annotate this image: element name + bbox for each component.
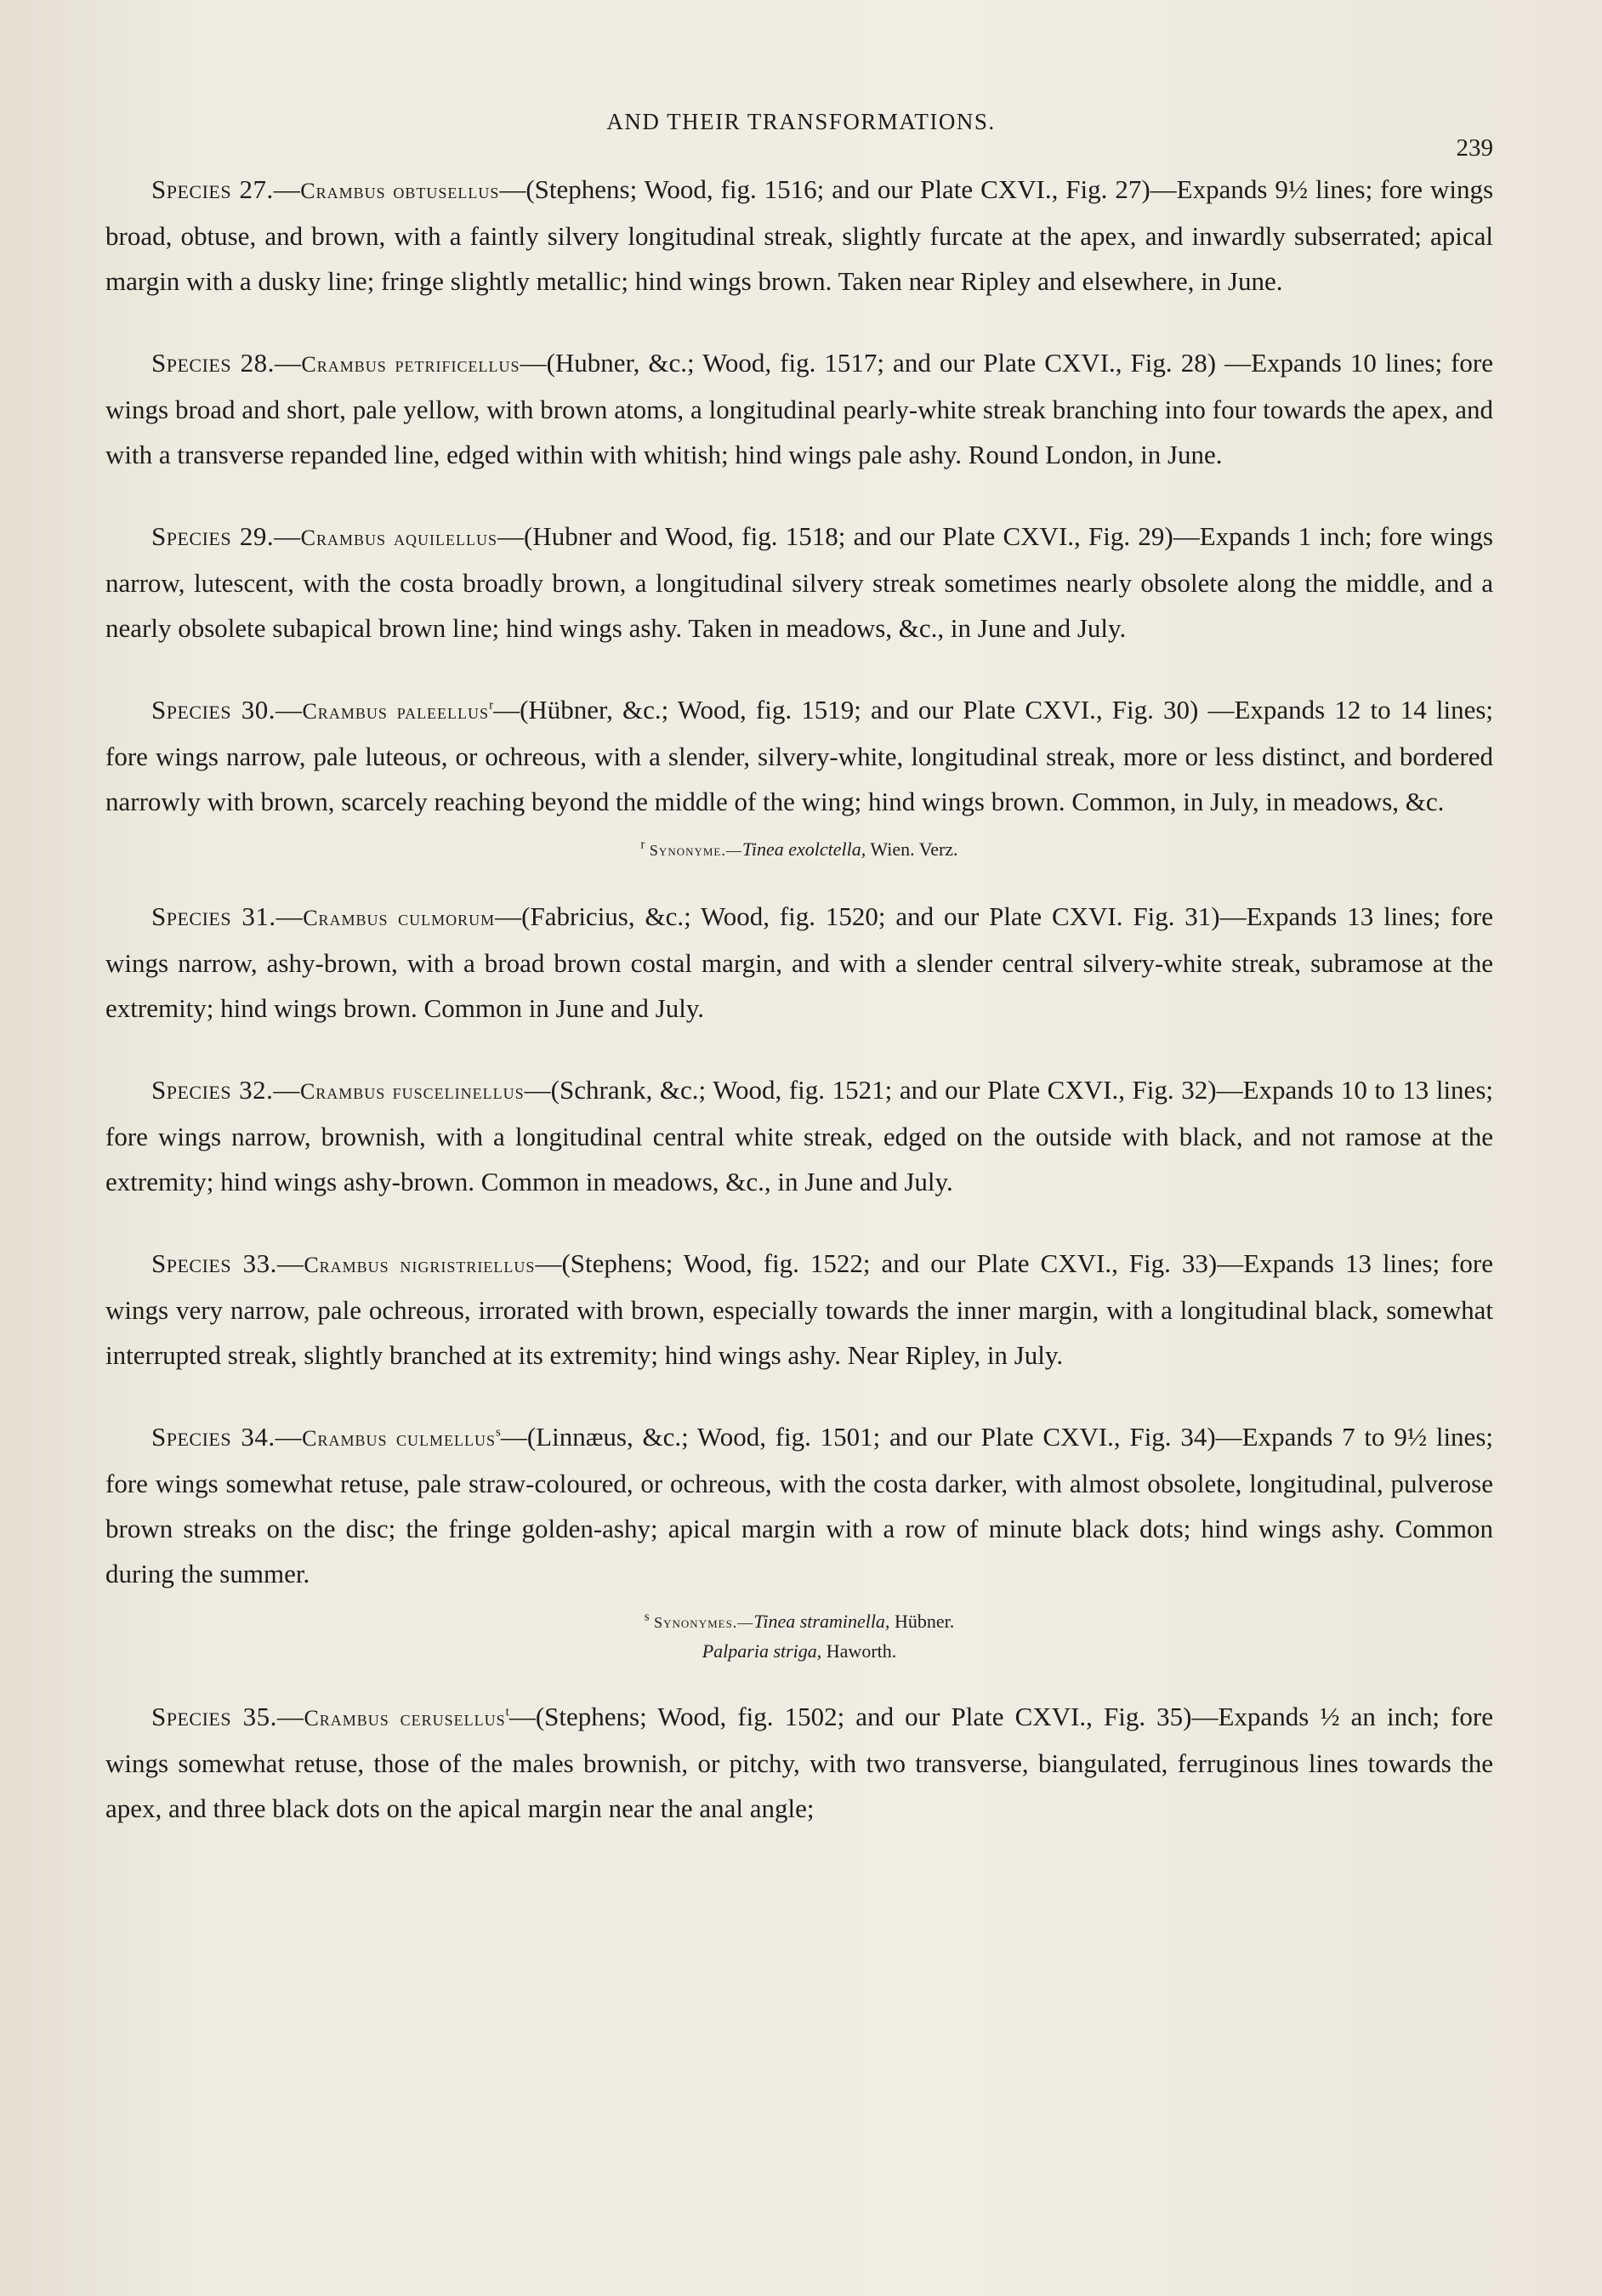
species-description: —(Hubner and Wood, fig. 1518; and our Plate CXVI., Fig. 29)—Expands 1 inch; fore wings narrow, lutescent, with the costa broadly brown, a longitudinal silvery streak sometimes nearly obsolete along the middle, and a nearly obsolete subapical brown line; hind wings ashy. Taken in meadows, &c., in June and July. bbox=[105, 521, 1493, 643]
species-description: —(Linnæus, &c.; Wood, fig. 1501; and our Plate CXVI., Fig. 34)—Expands 7 to 9½ lines; fore wings somewhat retuse, pale straw-coloured, or ochreous, with the costa darker, with almost obsolete, longitudinal, pulverose brown streaks on the disc; the fringe golden-ashy; apical margin with a row of minute black dots; hind wings ashy. Common during the summer. bbox=[105, 1422, 1493, 1588]
species-label: Species 33.— bbox=[151, 1248, 304, 1278]
species-label: Species 31.— bbox=[151, 901, 304, 931]
species-name: Crambus fuscelinellus bbox=[299, 1079, 525, 1104]
species-description: —(Stephens; Wood, fig. 1516; and our Plate CXVI., Fig. 27)—Expands 9½ lines; fore wings broad, obtuse, and brown, with a faintly silvery longitudinal streak, slightly furcate at the apex, and inwardly subserrated; apical margin with a dusky line; fringe slightly metallic; hind wings brown. Taken near Ripley and elsewhere, in June. bbox=[105, 174, 1494, 296]
footnote-label: Synonymes.— bbox=[654, 1614, 754, 1631]
species-name: Crambus nigristriellus bbox=[304, 1253, 536, 1277]
species-label: Species 28.— bbox=[151, 348, 302, 378]
footnote-mark: r bbox=[640, 838, 645, 852]
species-description: —(Hübner, &c.; Wood, fig. 1519; and our Plate CXVI., Fig. 30) —Expands 12 to 14 lines; fore wings narrow, pale luteous, or ochreous, with a slender, silvery-white, longitudinal streak, more or less distinct, and bordered narrowly with brown, scarcely reaching beyond the middle of the wing; hind wings brown. Common, in July, in meadows, &c. bbox=[105, 695, 1494, 816]
species-entry bbox=[105, 894, 1493, 1031]
species-entry bbox=[105, 1067, 1493, 1204]
footnote-author: Haworth. bbox=[821, 1640, 897, 1662]
species-label: Species 34.— bbox=[151, 1422, 303, 1452]
species-label: Species 35.— bbox=[151, 1702, 304, 1731]
footnote-synonym: Palparia striga, bbox=[702, 1640, 822, 1662]
footnote-author: Hübner. bbox=[889, 1611, 955, 1632]
species-entry bbox=[105, 1414, 1493, 1596]
page-body bbox=[105, 167, 1493, 1867]
species-description: —(Stephens; Wood, fig. 1502; and our Plate CXVI., Fig. 35)—Expands ½ an inch; fore wings somewhat retuse, those of the males brownish, or pitchy, with two transverse, biangulated, ferruginous lines towards the apex, and three black dots on the apical margin near the anal angle; bbox=[105, 1702, 1493, 1823]
footnote-ref: t bbox=[505, 1705, 509, 1719]
footnote bbox=[105, 1607, 1493, 1665]
footnote-mark: s bbox=[644, 1610, 650, 1624]
species-label: Species 30.— bbox=[151, 695, 303, 725]
species-name: Crambus paleellus bbox=[302, 699, 490, 724]
species-entry bbox=[105, 1694, 1493, 1831]
species-description: —(Fabricius, &c.; Wood, fig. 1520; and our Plate CXVI. Fig. 31)—Expands 13 lines; fore wings narrow, ashy-brown, with a broad brown costal margin, and with a slender central silvery-white streak, subramose at the extremity; hind wings brown. Common in June and July. bbox=[105, 901, 1493, 1023]
species-entry bbox=[105, 514, 1493, 651]
footnote-label: Synonyme.— bbox=[649, 842, 742, 859]
species-name: Crambus culmorum bbox=[303, 906, 496, 930]
footnote-line bbox=[105, 1607, 1493, 1637]
footnote-ref: s bbox=[496, 1425, 501, 1440]
footnote-author: Wien. Verz. bbox=[866, 838, 958, 860]
species-name: Crambus aquilellus bbox=[300, 526, 497, 550]
running-head: AND THEIR TRANSFORMATIONS. bbox=[606, 109, 996, 134]
species-label: Species 27.— bbox=[151, 174, 301, 204]
species-entry bbox=[105, 340, 1493, 477]
species-label: Species 29.— bbox=[151, 521, 301, 551]
species-description: —(Schrank, &c.; Wood, fig. 1521; and our Plate CXVI., Fig. 32)—Expands 10 to 13 lines; fore wings narrow, brownish, with a longitudinal central white streak, edged on the outside with black, and not ramose at the extremity; hind wings ashy-brown. Common in meadows, &c., in June and July. bbox=[105, 1075, 1493, 1196]
species-description: —(Stephens; Wood, fig. 1522; and our Plate CXVI., Fig. 33)—Expands 13 lines; fore wings very narrow, pale ochreous, irrorated with brown, especially towards the inner margin, with a longitudinal black, somewhat interrupted streak, slightly branched at its extremity; hind wings ashy. Near Ripley, in July. bbox=[105, 1248, 1493, 1370]
page-number: 239 bbox=[1456, 134, 1493, 162]
footnote-ref: r bbox=[489, 698, 494, 713]
species-description: —(Hubner, &c.; Wood, fig. 1517; and our Plate CXVI., Fig. 28) —Expands 10 lines; fore wings broad and short, pale yellow, with brown atoms, a longitudinal pearly-white streak branching into four towards the apex, and with a transverse repanded line, edged within with whitish; hind wings pale ashy. Round London, in June. bbox=[105, 348, 1494, 469]
species-label: Species 32.— bbox=[151, 1075, 300, 1105]
footnote-line bbox=[105, 1637, 1493, 1665]
species-name: Crambus cerusellus bbox=[304, 1706, 506, 1731]
footnote-synonym: Tinea straminella, bbox=[753, 1611, 890, 1632]
species-entry bbox=[105, 687, 1493, 824]
species-name: Crambus petrificellus bbox=[301, 352, 520, 377]
species-entry bbox=[105, 1241, 1493, 1378]
footnote-synonym: Tinea exolctella, bbox=[741, 838, 866, 860]
species-name: Crambus culmellus bbox=[302, 1426, 496, 1451]
species-name: Crambus obtusellus bbox=[300, 179, 500, 203]
footnote bbox=[105, 835, 1493, 865]
species-entry bbox=[105, 167, 1493, 304]
